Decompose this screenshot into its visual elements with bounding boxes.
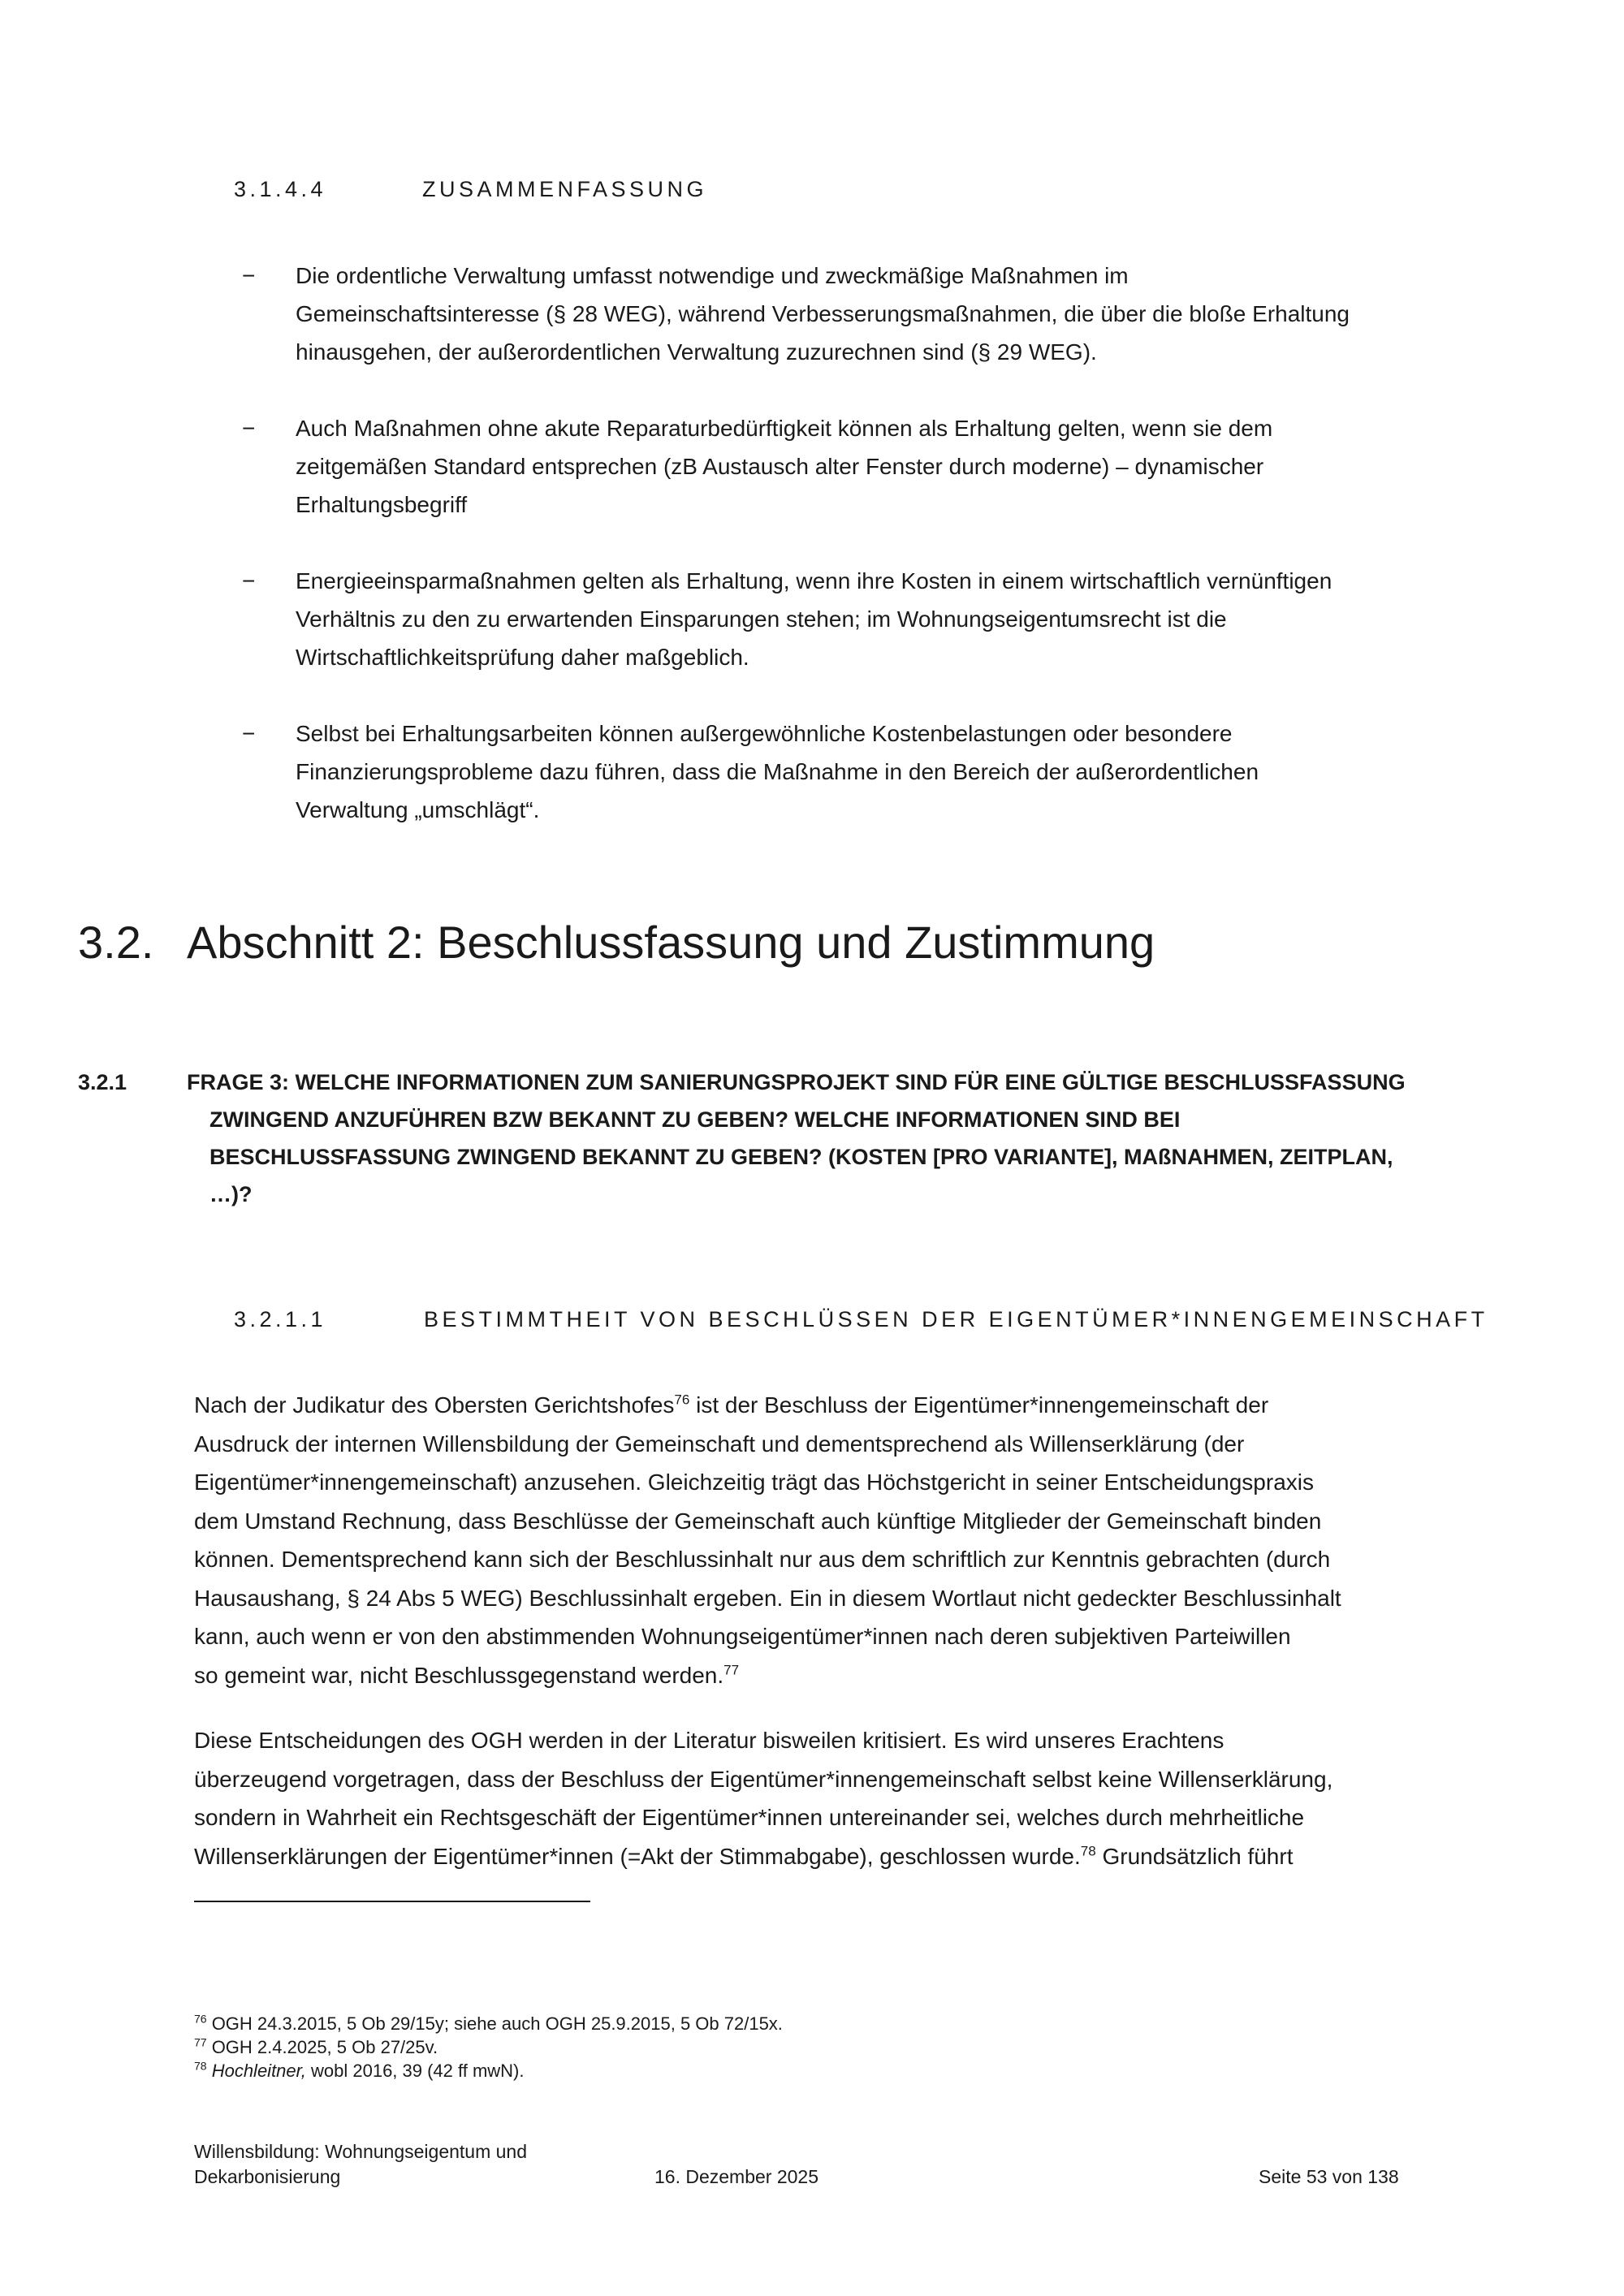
paragraph-text: Ausdruck der internen Willensbildung der Gemeinschaft und dementsprechend als Willenserklärung (der: [194, 1431, 1245, 1457]
footnote-separator: [194, 1901, 590, 1902]
bullet-item: [242, 714, 1460, 829]
subsection-number: 3.2.1.1: [234, 1307, 327, 1331]
footnote-77: [194, 2035, 1412, 2059]
footnote-text: OGH 2.4.2025, 5 Ob 27/25v.: [206, 2037, 438, 2057]
dash-marker: −: [242, 263, 256, 288]
dash-marker: −: [242, 721, 256, 746]
section-heading-3-2: [78, 916, 1155, 969]
footnote-76: [194, 2012, 1412, 2035]
footnote-number: 78: [194, 2059, 207, 2073]
paragraph-text: kann, auch wenn er von den abstimmenden Wohnungseigentümer*innen nach deren subjektiven Parteiwillen: [194, 1624, 1291, 1649]
paragraph-text: können. Dementsprechend kann sich der Beschlussinhalt nur aus dem schriftlich zur Kenntnis gebrachten (durch: [194, 1547, 1331, 1572]
subsection-number: 3.1.4.4: [234, 177, 327, 201]
footer-document-title: [194, 2139, 527, 2190]
paragraph-text: dem Umstand Rechnung, dass Beschlüsse der Gemeinschaft auch künftige Mitglieder der Gemeinschaft binden: [194, 1508, 1322, 1534]
body-paragraph-1: [194, 1386, 1457, 1694]
paragraph-text: sondern in Wahrheit ein Rechtsgeschäft der Eigentümer*innen untereinander sei, welches durch mehrheitliche: [194, 1805, 1305, 1830]
footnote-ref-77[interactable]: 77: [723, 1662, 740, 1678]
bullet-line: Finanzierungsprobleme dazu führen, dass die Maßnahme in den Bereich der außerordentlichen: [296, 759, 1259, 784]
dash-marker: −: [242, 568, 256, 593]
paragraph-text: Nach der Judikatur des Obersten Gerichtshofes: [194, 1392, 675, 1418]
dash-marker: −: [242, 416, 256, 441]
subsection-title: ZUSAMMENFASSUNG: [422, 177, 708, 201]
bullet-line: Verwaltung „umschlägt“.: [296, 797, 540, 822]
bullet-line: Auch Maßnahmen ohne akute Reparaturbedürftigkeit können als Erhaltung gelten, wenn sie dem: [296, 416, 1273, 441]
subsection-title: BESTIMMTHEIT VON BESCHLÜSSEN DER EIGENTÜMER*INNENGEMEINSCHAFT: [424, 1307, 1488, 1331]
subsection-heading-3-2-1-1: [234, 1307, 1488, 1332]
paragraph-text: Eigentümer*innengemeinschaft) anzusehen. Gleichzeitig trägt das Höchstgericht in seiner Entscheidungspraxis: [194, 1470, 1314, 1495]
footnote-ref-76[interactable]: 76: [674, 1392, 690, 1408]
question-line: ZWINGEND ANZUFÜHREN BZW BEKANNT ZU GEBEN? WELCHE INFORMATIONEN SIND BEI: [209, 1107, 1181, 1132]
section-title: Abschnitt 2: Beschlussfassung und Zustimmung: [187, 917, 1155, 968]
bullet-item: [242, 257, 1460, 371]
footnote-text: OGH 24.3.2015, 5 Ob 29/15y; siehe auch OGH 25.9.2015, 5 Ob 72/15x.: [206, 2013, 783, 2034]
bullet-line: Wirtschaftlichkeitsprüfung daher maßgeblich.: [296, 645, 749, 670]
section-number: 3.2.: [78, 917, 154, 968]
paragraph-text: ist der Beschluss der Eigentümer*innengemeinschaft der: [689, 1392, 1269, 1418]
paragraph-text: Grundsätzlich führt: [1095, 1843, 1294, 1869]
footnote-text: wobl 2016, 39 (42 ff mwN).: [305, 2061, 525, 2081]
question-line: BESCHLUSSFASSUNG ZWINGEND BEKANNT ZU GEBEN? (KOSTEN [PRO VARIANTE], MAßNAHMEN, ZEITPLAN,: [209, 1145, 1393, 1169]
bullet-line: Selbst bei Erhaltungsarbeiten können außergewöhnliche Kostenbelastungen oder besondere: [296, 721, 1233, 746]
footnote-number: 76: [194, 2012, 207, 2026]
footer-page-number: Seite 53 von 138: [1259, 2166, 1399, 2187]
footnote-author: Hochleitner,: [211, 2061, 306, 2081]
bullet-line: Gemeinschaftsinteresse (§ 28 WEG), während Verbesserungsmaßnahmen, die über die bloße Erhaltung: [296, 301, 1350, 326]
footer-date: 16. Dezember 2025: [654, 2166, 819, 2187]
bullet-line: Erhaltungsbegriff: [296, 492, 468, 517]
paragraph-text: Willenserklärungen der Eigentümer*innen (=Akt der Stimmabgabe), geschlossen wurde.: [194, 1843, 1081, 1869]
paragraph-text: Diese Entscheidungen des OGH werden in der Literatur bisweilen kritisiert. Es wird unseres Erachtens: [194, 1728, 1224, 1753]
question-heading-3-2-1: [78, 1064, 1458, 1213]
bullet-line: Energieeinsparmaßnahmen gelten als Erhaltung, wenn ihre Kosten in einem wirtschaftlich vernünftigen: [296, 568, 1332, 593]
paragraph-text: Hausaushang, § 24 Abs 5 WEG) Beschlussinhalt ergeben. Ein in diesem Wortlaut nicht gedeckter Beschlussinhalt: [194, 1585, 1341, 1611]
footnote-number: 77: [194, 2035, 207, 2049]
footnote-ref-78[interactable]: 78: [1080, 1843, 1096, 1859]
paragraph-text: überzeugend vorgetragen, dass der Beschluss der Eigentümer*innengemeinschaft selbst keine Willenserklärung,: [194, 1766, 1333, 1792]
summary-bullet-list: [242, 257, 1460, 867]
bullet-line: Die ordentliche Verwaltung umfasst notwendige und zweckmäßige Maßnahmen im: [296, 263, 1129, 288]
question-text: [187, 1064, 1458, 1213]
footer-title-line: Willensbildung: Wohnungseigentum und: [194, 2141, 528, 2162]
question-line: …)?: [209, 1182, 253, 1206]
question-number: 3.2.1: [78, 1070, 127, 1094]
question-line: FRAGE 3: WELCHE INFORMATIONEN ZUM SANIERUNGSPROJEKT SIND FÜR EINE GÜLTIGE BESCHLUSSFASSUNG: [187, 1070, 1406, 1094]
bullet-item: [242, 562, 1460, 676]
bullet-line: Verhältnis zu den zu erwartenden Einsparungen stehen; im Wohnungseigentumsrecht ist die: [296, 606, 1227, 632]
paragraph-text: so gemeint war, nicht Beschlussgegenstand werden.: [194, 1662, 724, 1688]
body-paragraph-2: [194, 1721, 1457, 1875]
bullet-item: [242, 409, 1460, 524]
footnote-78: [194, 2059, 1412, 2082]
footnote-list: [194, 2012, 1412, 2082]
bullet-line: zeitgemäßen Standard entsprechen (zB Austausch alter Fenster durch moderne) – dynamischer: [296, 454, 1264, 479]
bullet-line: hinausgehen, der außerordentlichen Verwaltung zuzurechnen sind (§ 29 WEG).: [296, 339, 1097, 365]
subsection-heading-3-1-4-4: [234, 177, 707, 202]
footer-title-line: Dekarbonisierung: [194, 2166, 341, 2187]
